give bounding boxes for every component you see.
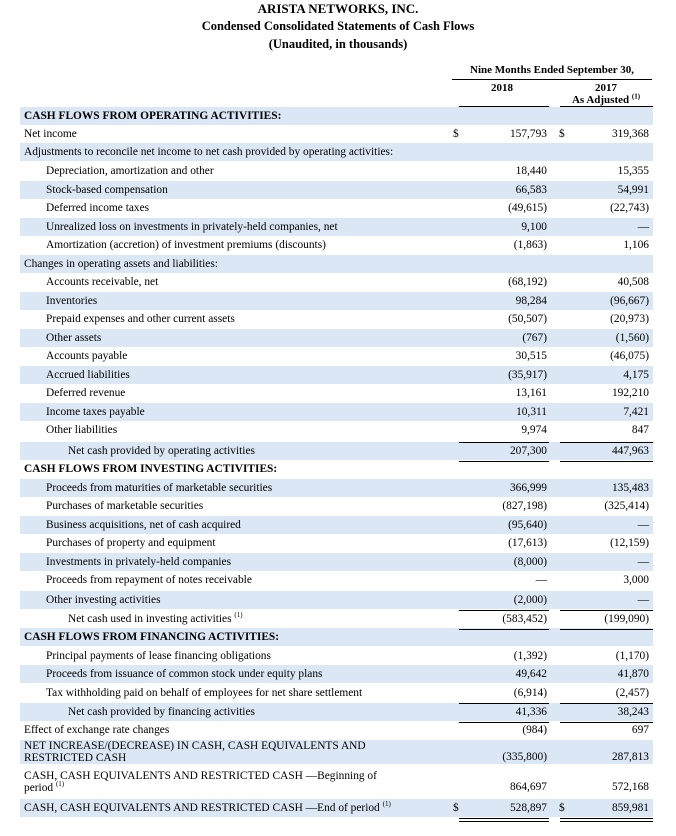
value-2018: 10,311 — [516, 406, 547, 418]
table-row — [20, 310, 653, 328]
as-adjusted-header — [558, 94, 654, 106]
value-2017: (22,743) — [610, 202, 649, 214]
row-label — [46, 273, 158, 291]
row-label-text: Purchases of marketable securities — [46, 500, 204, 512]
row-label — [24, 460, 277, 478]
value-2017: 859,981 — [611, 802, 649, 814]
value-2018: 49,642 — [515, 668, 547, 680]
row-label — [46, 236, 326, 254]
value-2018: 18,440 — [515, 165, 547, 177]
table-row — [20, 770, 653, 794]
row-label — [24, 740, 366, 764]
row-label-text: Business acquisitions, net of cash acquired — [46, 519, 241, 531]
table-row — [20, 703, 653, 721]
value-2017: — — [637, 519, 649, 531]
row-label — [46, 347, 127, 365]
row-label-text: Net cash used in investing activities — [68, 613, 232, 625]
subtotal-rule — [459, 703, 549, 704]
subtotal-rule — [560, 610, 653, 611]
row-label — [46, 421, 117, 439]
row-label-text: Net cash provided by financing activities — [68, 706, 255, 718]
row-footnote: (1) — [55, 780, 65, 789]
row-label-text: Inventories — [46, 295, 98, 307]
value-2018: (17,613) — [508, 537, 547, 549]
value-2017: 40,508 — [617, 276, 649, 288]
subtotal-rule — [459, 442, 549, 443]
row-label-text: Principal payments of lease financing obligations — [46, 650, 271, 662]
currency-symbol-2017: $ — [559, 128, 565, 140]
value-2018: 66,583 — [515, 184, 547, 196]
table-row — [20, 143, 653, 161]
table-row — [20, 162, 653, 180]
table-row — [20, 292, 653, 310]
subtotal-rule — [459, 722, 549, 723]
as-adjusted-label: As Adjusted — [571, 94, 630, 106]
row-label — [46, 329, 101, 347]
row-label-text: NET INCREASE/(DECREASE) IN CASH, CASH EQUIVALENTS AND — [24, 740, 366, 752]
value-2017: — — [637, 221, 649, 233]
table-row — [20, 721, 653, 739]
row-label-text: Other assets — [46, 332, 102, 344]
row-label — [46, 310, 235, 328]
table-row — [20, 740, 653, 764]
row-label — [46, 647, 271, 665]
value-2017: (199,090) — [604, 613, 649, 625]
year-2017-header: 2017 — [595, 82, 617, 94]
as-adjusted-footnote: (1) — [631, 92, 641, 101]
row-label-text: CASH FLOWS FROM FINANCING ACTIVITIES: — [24, 631, 280, 643]
row-label — [68, 610, 243, 628]
value-2018: (767) — [522, 332, 547, 344]
row-label — [24, 255, 218, 273]
subtotal-rule — [459, 461, 549, 462]
row-label — [24, 143, 393, 161]
value-2018: (827,198) — [502, 500, 547, 512]
value-2018: (2,000) — [513, 594, 547, 606]
row-label-text: Deferred revenue — [46, 387, 126, 399]
row-label — [46, 403, 145, 421]
row-label-text: Proceeds from repayment of notes receivable — [46, 574, 252, 586]
row-label — [46, 218, 338, 236]
row-label-text-line2: period — [24, 782, 54, 794]
subtotal-rule — [560, 722, 653, 723]
row-label-text: Effect of exchange rate changes — [24, 724, 170, 736]
row-label-text-line2: RESTRICTED CASH — [24, 752, 127, 764]
value-2018: 13,161 — [515, 387, 547, 399]
value-2017: 287,813 — [611, 751, 649, 763]
value-2018: (984) — [522, 724, 547, 736]
row-label-text: Amortization (accretion) of investment premiums (discounts) — [46, 239, 326, 251]
subtotal-rule — [459, 821, 549, 822]
row-label — [46, 162, 214, 180]
currency-symbol-2018: $ — [453, 802, 459, 814]
table-row — [20, 273, 653, 291]
value-2018: (1,392) — [513, 650, 547, 662]
row-label — [46, 591, 161, 609]
value-2017: (20,973) — [610, 313, 649, 325]
row-label — [68, 442, 255, 460]
row-label-text: Proceeds from issuance of common stock under equity plans — [46, 668, 323, 680]
row-label-text: CASH FLOWS FROM INVESTING ACTIVITIES: — [24, 463, 278, 475]
table-row — [20, 347, 653, 365]
row-label — [46, 497, 203, 515]
table-row — [20, 591, 653, 609]
row-label — [46, 479, 272, 497]
value-2017: — — [637, 594, 649, 606]
statement-title: Condensed Consolidated Statements of Cash Flows — [201, 19, 475, 33]
value-2018: (49,615) — [508, 202, 547, 214]
row-label-text: Investments in privately-held companies — [46, 556, 232, 568]
row-label-text: Proceeds from maturities of marketable securities — [46, 482, 273, 494]
table-row — [20, 181, 653, 199]
row-footnote: (1) — [234, 611, 243, 620]
table-row — [20, 497, 653, 515]
value-2017: 192,210 — [611, 387, 649, 399]
currency-symbol-2017: $ — [559, 802, 565, 814]
value-2018: (68,192) — [508, 276, 547, 288]
row-label — [24, 721, 169, 739]
table-row — [20, 218, 653, 236]
row-label-text: Adjustments to reconcile net income to net cash provided by operating activities: — [24, 146, 394, 158]
value-2018: (35,917) — [508, 369, 547, 381]
table-row — [20, 107, 653, 125]
value-2018: 41,336 — [515, 706, 547, 718]
table-row — [20, 421, 653, 439]
row-label — [46, 534, 216, 552]
table-row — [20, 553, 653, 571]
row-label-text: Deferred income taxes — [46, 202, 150, 214]
value-2017: (1,560) — [615, 332, 649, 344]
table-row — [20, 628, 653, 646]
value-2018: (95,640) — [508, 519, 547, 531]
value-2018: (335,800) — [502, 751, 547, 763]
table-row — [20, 799, 653, 817]
table-row — [20, 255, 653, 273]
value-2017: 847 — [631, 424, 649, 436]
subtotal-rule — [459, 629, 549, 630]
value-2018: (1,863) — [513, 239, 547, 251]
value-2018: (50,507) — [508, 313, 547, 325]
value-2017: 135,483 — [611, 482, 649, 494]
period-header: Nine Months Ended September 30, — [470, 64, 634, 76]
value-2017: 41,870 — [617, 668, 649, 680]
year-2018-header: 2018 — [491, 82, 513, 94]
value-2017: 7,421 — [623, 406, 649, 418]
value-2018: — — [535, 574, 547, 586]
row-label — [24, 628, 279, 646]
statement-note: (Unaudited, in thousands) — [268, 37, 408, 51]
value-2018: 157,793 — [509, 128, 547, 140]
row-label — [24, 770, 377, 794]
value-2017: 572,168 — [611, 781, 649, 793]
subtotal-rule — [560, 461, 653, 462]
row-label-text: CASH FLOWS FROM OPERATING ACTIVITIES: — [24, 110, 282, 122]
row-label-text: Net cash provided by operating activities — [68, 445, 255, 457]
value-2018: 9,974 — [521, 424, 547, 436]
table-row — [20, 665, 653, 683]
row-label — [68, 703, 255, 721]
table-row — [20, 460, 653, 478]
subtotal-rule — [560, 703, 653, 704]
row-label-text: Unrealized loss on investments in privately-held companies, net — [46, 221, 338, 233]
row-label — [46, 553, 231, 571]
row-label-text: CASH, CASH EQUIVALENTS AND RESTRICTED CASH —Beginning of — [24, 770, 377, 782]
value-2018: 30,515 — [515, 350, 547, 362]
table-row — [20, 479, 653, 497]
table-row — [20, 384, 653, 402]
period-underline — [452, 79, 652, 80]
subtotal-rule — [560, 818, 653, 819]
row-label — [46, 571, 252, 589]
row-label-text: Prepaid expenses and other current assets — [46, 313, 235, 325]
row-label-text: Net income — [24, 128, 77, 140]
row-label — [24, 107, 281, 125]
value-2017: (1,170) — [615, 650, 649, 662]
table-row — [20, 647, 653, 665]
value-2017: 1,106 — [623, 239, 649, 251]
value-2017: (12,159) — [610, 537, 649, 549]
subtotal-rule — [560, 442, 653, 443]
value-2018: 366,999 — [509, 482, 547, 494]
row-label-text: Accounts payable — [46, 350, 128, 362]
row-label — [46, 516, 241, 534]
row-label — [24, 125, 77, 143]
row-label-text: Stock-based compensation — [46, 184, 168, 196]
subtotal-rule — [459, 818, 549, 819]
table-row — [20, 442, 653, 460]
row-label — [46, 665, 322, 683]
subtotal-rule — [560, 821, 653, 822]
value-2017: 319,368 — [611, 128, 649, 140]
table-row — [20, 125, 653, 143]
row-label — [24, 799, 391, 817]
row-label — [46, 366, 130, 384]
row-label-text: Accounts receivable, net — [46, 276, 159, 288]
table-row — [20, 610, 653, 628]
row-label — [46, 292, 97, 310]
row-label-text: Depreciation, amortization and other — [46, 165, 214, 177]
value-2017: 447,963 — [611, 445, 649, 457]
value-2018: 98,284 — [515, 295, 547, 307]
subtotal-rule — [560, 629, 653, 630]
value-2018: (8,000) — [513, 556, 547, 568]
value-2017: 15,355 — [617, 165, 649, 177]
table-row — [20, 534, 653, 552]
value-2018: 9,100 — [521, 221, 547, 233]
row-label-text: Income taxes payable — [46, 406, 145, 418]
value-2018: 207,300 — [509, 445, 547, 457]
value-2017: (2,457) — [615, 687, 649, 699]
value-2017: 38,243 — [617, 706, 649, 718]
table-row — [20, 236, 653, 254]
value-2017: (325,414) — [604, 500, 649, 512]
subtotal-rule — [459, 610, 549, 611]
row-label — [46, 199, 149, 217]
row-label-text: Other liabilities — [46, 424, 118, 436]
row-label — [46, 181, 168, 199]
table-row — [20, 403, 653, 421]
currency-symbol-2018: $ — [453, 128, 459, 140]
row-label — [46, 384, 125, 402]
table-row — [20, 366, 653, 384]
table-row — [20, 199, 653, 217]
row-label-text: CASH, CASH EQUIVALENTS AND RESTRICTED CASH —End of period — [24, 802, 380, 814]
value-2018: (6,914) — [513, 687, 547, 699]
table-row — [20, 516, 653, 534]
row-label-text: Changes in operating assets and liabilities: — [24, 258, 218, 270]
value-2017: (96,667) — [610, 295, 649, 307]
value-2017: 3,000 — [623, 574, 649, 586]
company-name: ARISTA NETWORKS, INC. — [257, 1, 419, 16]
row-label-text: Purchases of property and equipment — [46, 537, 216, 549]
value-2017: 4,175 — [623, 369, 649, 381]
row-label — [46, 684, 362, 702]
value-2018: 864,697 — [509, 781, 547, 793]
table-row — [20, 329, 653, 347]
row-footnote: (1) — [382, 800, 391, 809]
row-label-text: Accrued liabilities — [46, 369, 130, 381]
value-2017: 697 — [631, 724, 649, 736]
table-row — [20, 684, 653, 702]
row-label-text: Other investing activities — [46, 594, 161, 606]
value-2018: (583,452) — [502, 613, 547, 625]
value-2017: — — [637, 556, 649, 568]
value-2017: (46,075) — [610, 350, 649, 362]
value-2018: 528,897 — [509, 802, 547, 814]
row-label-text: Tax withholding paid on behalf of employees for net share settlement — [46, 687, 363, 699]
table-row — [20, 571, 653, 589]
value-2017: 54,991 — [617, 184, 649, 196]
